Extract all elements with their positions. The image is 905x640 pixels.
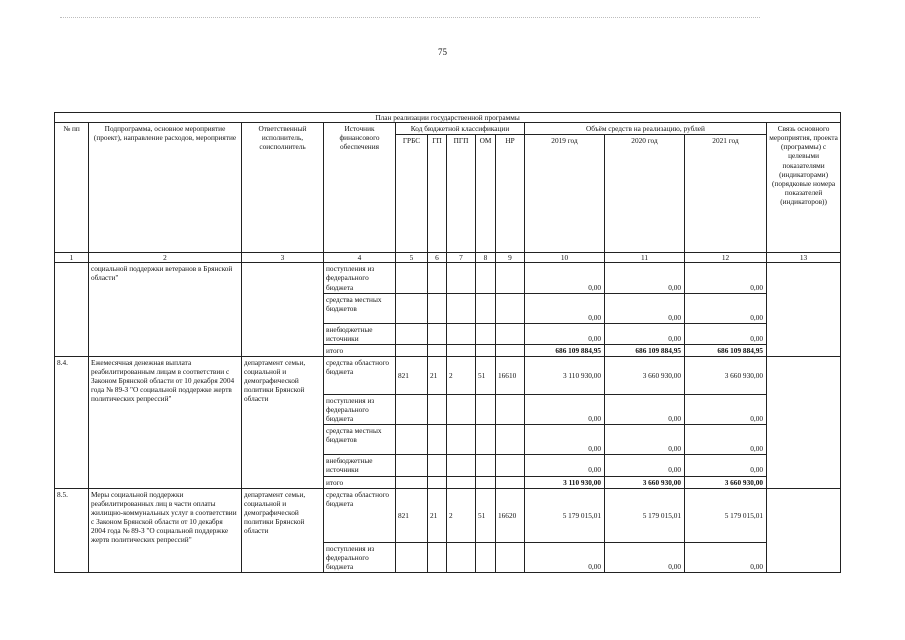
table-row [55, 356, 841, 394]
source-cell: средства областного бюджета [324, 356, 396, 394]
value-2021: 0,00 [685, 323, 767, 344]
value-2020: 0,00 [605, 394, 685, 424]
header-source: Источник финансового обеспечения [324, 123, 396, 253]
header-no: № пп [55, 123, 89, 253]
value-2019: 0,00 [525, 323, 605, 344]
header-nr: НР [496, 135, 525, 253]
scan-edge-line [60, 17, 760, 18]
pgp-cell: 2 [447, 488, 476, 542]
value-2021: 0,00 [685, 542, 767, 572]
executor-cell [242, 263, 324, 357]
value-2019: 0,00 [525, 542, 605, 572]
link-cell [767, 488, 841, 572]
header-2019: 2019 год [525, 135, 605, 253]
gp-cell: 21 [428, 356, 447, 394]
value-2021: 0,00 [685, 293, 767, 323]
col-index: 7 [447, 253, 476, 263]
value-2020: 0,00 [605, 263, 685, 293]
header-pgp: ПГП [447, 135, 476, 253]
om-cell: 51 [476, 356, 496, 394]
value-2020: 0,00 [605, 542, 685, 572]
nr-cell: 16610 [496, 356, 525, 394]
header-2021: 2021 год [685, 135, 767, 253]
value-2020: 3 660 930,00 [605, 356, 685, 394]
source-cell: средства местных бюджетов [324, 293, 396, 323]
col-index: 13 [767, 253, 841, 263]
header-link: Связь основного мероприятия, проекта (программы) с целевыми показателями (индикаторами) (порядковые номера показателей (индикаторов)) [767, 123, 841, 253]
total-2021: 686 109 884,95 [685, 344, 767, 356]
link-cell [767, 263, 841, 357]
source-cell: внебюджетные источники [324, 323, 396, 344]
pgp-cell: 2 [447, 356, 476, 394]
value-2021: 0,00 [685, 263, 767, 293]
header-volume: Объём средств на реализацию, рублей [525, 123, 767, 135]
source-cell: поступления из федерального бюджета [324, 394, 396, 424]
col-index: 12 [685, 253, 767, 263]
col-index: 3 [242, 253, 324, 263]
header-om: ОМ [476, 135, 496, 253]
value-2019: 0,00 [525, 455, 605, 476]
total-2020: 686 109 884,95 [605, 344, 685, 356]
source-cell: поступления из федерального бюджета [324, 263, 396, 293]
program-plan-table [54, 112, 841, 573]
col-index: 2 [89, 253, 242, 263]
value-2020: 0,00 [605, 323, 685, 344]
header-gp: ГП [428, 135, 447, 253]
table-caption: План реализации государственной программы [55, 113, 841, 123]
source-cell: средства областного бюджета [324, 488, 396, 542]
col-index: 8 [476, 253, 496, 263]
value-2020: 0,00 [605, 293, 685, 323]
nr-cell: 16620 [496, 488, 525, 542]
col-index: 4 [324, 253, 396, 263]
program-cell: социальной поддержки ветеранов в Брянской области" [89, 263, 242, 357]
total-2019: 686 109 884,95 [525, 344, 605, 356]
source-cell: итого [324, 344, 396, 356]
value-2021: 0,00 [685, 455, 767, 476]
table-row [55, 263, 841, 293]
grbs-cell: 821 [396, 488, 428, 542]
col-index: 6 [428, 253, 447, 263]
col-index: 1 [55, 253, 89, 263]
table-row [55, 488, 841, 542]
value-2020: 5 179 015,01 [605, 488, 685, 542]
total-2019: 3 110 930,00 [525, 476, 605, 488]
executor-cell: департамент семьи, социальной и демографической политики Брянской области [242, 488, 324, 572]
value-2019: 0,00 [525, 263, 605, 293]
value-2019: 0,00 [525, 394, 605, 424]
value-2020: 0,00 [605, 455, 685, 476]
link-cell [767, 356, 841, 488]
program-cell: Меры социальной поддержки реабилитированных лиц в части оплаты жилищно-коммунальных услуг в соответствии с Законом Брянской области от 10 декабря 2004 года № 89-З "О социальной поддержке жертв политических репрессий" [89, 488, 242, 572]
value-2021: 0,00 [685, 425, 767, 455]
gp-cell: 21 [428, 488, 447, 542]
header-budget-code: Код бюджетной классификации [396, 123, 525, 135]
col-index: 5 [396, 253, 428, 263]
header-executor: Ответственный исполнитель, соисполнитель [242, 123, 324, 253]
source-cell: внебюджетные источники [324, 455, 396, 476]
program-cell: Ежемесячная денежная выплата реабилитированным лицам в соответствии с Законом Брянской области от 10 декабря 2004 года № 89-З "О социальной поддержке жертв политических репрессий" [89, 356, 242, 488]
value-2019: 0,00 [525, 293, 605, 323]
om-cell: 51 [476, 488, 496, 542]
total-2021: 3 660 930,00 [685, 476, 767, 488]
value-2020: 0,00 [605, 425, 685, 455]
header-2020: 2020 год [605, 135, 685, 253]
source-cell: поступления из федерального бюджета [324, 542, 396, 572]
executor-cell: департамент семьи, социальной и демографической политики Брянской области [242, 356, 324, 488]
value-2019: 5 179 015,01 [525, 488, 605, 542]
source-cell: итого [324, 476, 396, 488]
grbs-cell: 821 [396, 356, 428, 394]
value-2021: 5 179 015,01 [685, 488, 767, 542]
header-grbs: ГРБС [396, 135, 428, 253]
source-cell: средства местных бюджетов [324, 425, 396, 455]
row-no-cell: 8.4. [55, 356, 89, 488]
row-no-cell [55, 263, 89, 357]
col-index: 9 [496, 253, 525, 263]
value-2021: 0,00 [685, 394, 767, 424]
col-index: 11 [605, 253, 685, 263]
value-2019: 0,00 [525, 425, 605, 455]
col-index: 10 [525, 253, 605, 263]
value-2019: 3 110 930,00 [525, 356, 605, 394]
value-2021: 3 660 930,00 [685, 356, 767, 394]
header-program: Подпрограмма, основное мероприятие (проект), направление расходов, мероприятие [89, 123, 242, 253]
page-number: 75 [438, 47, 447, 57]
total-2020: 3 660 930,00 [605, 476, 685, 488]
row-no-cell: 8.5. [55, 488, 89, 572]
